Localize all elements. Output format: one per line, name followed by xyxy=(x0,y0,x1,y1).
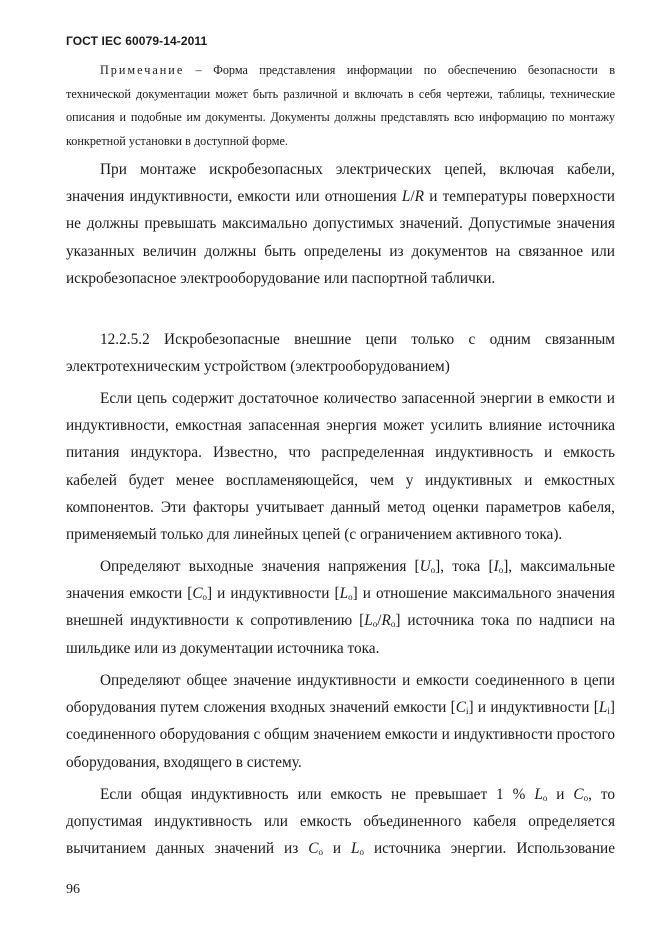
p5-sub-i2: i xyxy=(607,706,610,717)
p4-t3: ], максимальные значения емкости [ xyxy=(66,558,615,603)
p1-var-l: L xyxy=(401,188,411,206)
p6-var-c2: C xyxy=(308,840,319,858)
p1-text-a: При монтаже искробезопасных электрических цепей, включая кабели, значения индуктивности, емкости или отношения xyxy=(66,161,615,206)
p5-var-l: L xyxy=(598,699,608,717)
document-header: ГОСТ IEC 60079-14-2011 xyxy=(66,34,208,48)
note-text: – Форма представления информации по обеспечению безопасности в технической документации может быть различной и включать в себя чертежи, таблицы, технические описания и подобные им документы. Документы должны представлять всю информацию по монтажу конкретной установки в доступной форме. xyxy=(66,63,615,148)
p6-sub-o4: o xyxy=(359,847,365,858)
p6-t4: и xyxy=(322,840,352,858)
p5-t3: ] соединенного оборудования с общим значением емкости и индуктивности простого оборудования, входящего в систему. xyxy=(66,699,615,771)
p5-sub-i1: i xyxy=(465,706,469,717)
p4-slash: / xyxy=(377,612,382,630)
p6-t5: источника энергии. Использование xyxy=(364,840,615,858)
p6-sub-o3: o xyxy=(318,847,323,858)
paragraph-4 xyxy=(66,553,615,662)
p1-text-b: и температуры поверхности не должны превышать максимально допустимых значений. Допустимые значения указанных величин должны быть определены из документов на связанное или искробезопасное электрооборудование или паспортной таблички. xyxy=(66,188,615,287)
p4-sub-o6: o xyxy=(390,619,396,630)
paragraph-1 xyxy=(66,156,615,292)
p6-t3: , то допустимая индуктивность или емкость объединенного кабеля определяется вычитанием данных значений из xyxy=(66,786,615,858)
section-heading-12-2-5-2: 12.2.5.2 Искробезопасные внешние цепи только с одним связанным электротехническим устройством (электрооборудованием) xyxy=(66,331,615,376)
p6-var-c: C xyxy=(573,786,584,803)
p4-t6: ] источника тока по надписи на шильдике или из документации источника тока. xyxy=(66,612,615,657)
p1-var-r: R xyxy=(414,188,425,206)
p1-slash: / xyxy=(410,188,415,206)
p4-t5: ] и отношение максимального значения внешней индуктивности к сопротивлению [ xyxy=(66,585,615,630)
p5-t1: Определяют общее значение индуктивности и емкости соединенного в цепи оборудования путем сложения входных значений емкости [ xyxy=(66,672,615,717)
p5-t2: ] и индуктивности [ xyxy=(468,699,599,717)
p3-text: Если цепь содержит достаточное количество запасенной энергии в емкости и индуктивности, емкостная запасенная энергия может усилить влияние источника питания индуктора. Известно, что распределенная индуктивность и емкость кабелей будет менее воспламеняющейся, чем у индуктивных и емкостных компонентов. Эти факторы учитывает данный метод оценки параметров кабеля, применяемый только для линейных цепей (с ограничением активного тока). xyxy=(66,390,615,544)
p6-t1: Если общая индуктивность или емкость не превышает 1 % xyxy=(100,786,535,803)
p4-t1: Определяют выходные значения напряжения [ xyxy=(100,558,420,575)
p4-var-l: L xyxy=(339,585,349,603)
p6-t2: и xyxy=(547,786,574,803)
p4-t2: ], тока [ xyxy=(435,558,494,575)
p6-var-l2: L xyxy=(351,840,360,858)
paragraph-3 xyxy=(66,385,615,548)
p4-sub-o1: o xyxy=(430,565,436,575)
note-paragraph xyxy=(66,59,615,153)
p6-sub-o2: o xyxy=(583,793,589,803)
p4-var-u: U xyxy=(419,558,431,575)
p5-var-c: C xyxy=(455,699,466,717)
p4-t4: ] и индуктивности [ xyxy=(207,585,340,603)
paragraph-5 xyxy=(66,667,615,776)
p4-var-i: I xyxy=(493,558,499,575)
paragraph-2 xyxy=(66,326,615,380)
paragraph-6 xyxy=(66,781,615,863)
p6-var-l: L xyxy=(534,786,543,803)
p4-sub-o5: o xyxy=(372,619,378,630)
p4-sub-o4: o xyxy=(348,592,353,603)
p4-var-l2: L xyxy=(364,612,373,630)
note-label: Примечание xyxy=(100,63,185,77)
p6-sub-o1: o xyxy=(542,793,548,803)
p4-sub-o2: o xyxy=(498,565,504,575)
p4-sub-o3: o xyxy=(202,592,208,603)
page-number: 96 xyxy=(66,882,80,897)
p4-var-c: C xyxy=(192,585,203,603)
p4-var-r: R xyxy=(381,612,391,630)
